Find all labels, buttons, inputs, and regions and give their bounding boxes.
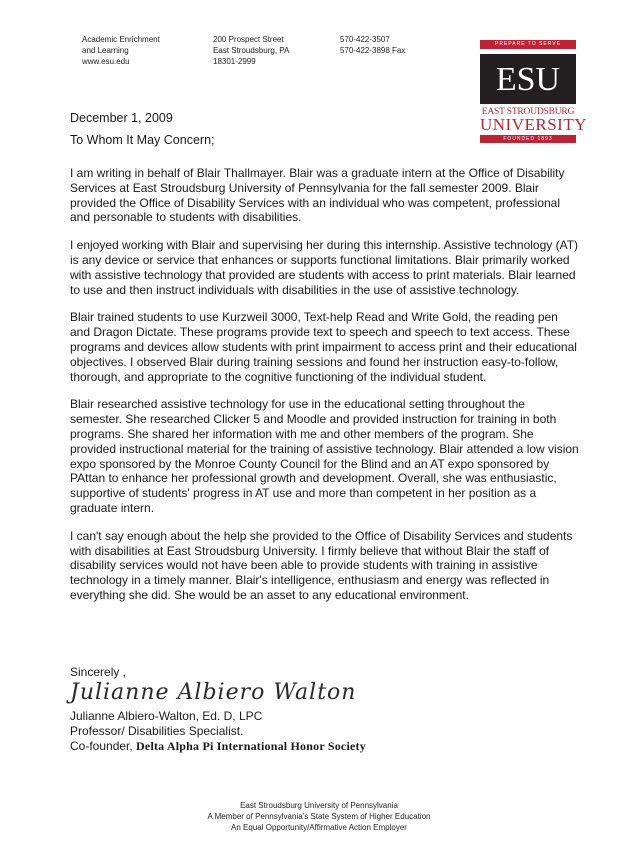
footer-line: East Stroudsburg University of Pennsylvania (240, 801, 398, 810)
logo-name-line1: EAST STROUDSBURG (481, 107, 575, 117)
paragraph: Blair researched assistive technology for use in the educational setting throughout the semester. She researched Clicker 5 and Moodle and provided instruction for training in both programs. She shared her information with me and other members of the program. She provided instructional material for the training of assistive technology. Blair attended a low vision expo sponsored by the Monroe County Council for the Blind and an AT expo sponsored by PAttan to enhance her professional growth and development. Overall, she was enthusiastic, supportive of students' progress in AT use and more than competent in her position as a graduate intern. (70, 397, 579, 515)
letterhead-phone (340, 34, 405, 56)
salutation: To Whom It May Concern; (70, 133, 215, 147)
address-line: East Stroudsburg, PA (213, 46, 290, 55)
footer (0, 800, 638, 833)
paragraph: I am writing in behalf of Blair Thallmayer. Blair was a graduate intern at the Office of Disability Services at East Stroudsburg University of Pennsylvania for the fall semester 2009. Blair provided the Office of Disability Services with an individual who was competent, professional and personable to students with disabilities. (70, 166, 565, 225)
footer-line: An Equal Opportunity/Affirmative Action Employer (231, 823, 407, 832)
paragraph: Blair trained students to use Kurzweil 3000, Text-help Read and Write Gold, the reading pen and Dragon Dictate. These programs provide text to speech and speech to text access. These programs and devices allow students with print impairment to access print and their educational objectives. I observed Blair during training sessions and found her instruction easy-to-follow, thorough, and appropriate to the cognitive functioning of the individual student. (70, 310, 577, 384)
logo-initials: ESU (495, 61, 561, 98)
letter-body (70, 166, 580, 616)
logo-mark (480, 54, 576, 104)
footer-line: A Member of Pennsylvania's State System of Higher Education (207, 812, 431, 821)
society-name: Delta Alpha Pi International Honor Society (136, 739, 366, 753)
letterhead-department (82, 34, 160, 67)
logo-tagline: PREPARE TO SERVE (480, 40, 576, 49)
signer-title: Professor/ Disabilities Specialist. (70, 724, 244, 738)
logo-founded: FOUNDED 1893 (480, 135, 576, 143)
cofounder-prefix: Co-founder, (70, 739, 137, 753)
paragraph: I enjoyed working with Blair and supervising her during this internship. Assistive technology (AT) is any device or service that enhances or supports functional limitations. Blair primarily worked with assistive technology that provided are students with access to print materials. Blair learned to use and then instruct individuals with disabilities in the use of assistive technology. (70, 238, 579, 297)
fax-number: 570-422-3898 Fax (340, 46, 406, 55)
paragraph: I can't say enough about the help she provided to the Office of Disability Services and students with disabilities at East Stroudsburg University. I firmly believe that without Blair the staff of disability services would not have been able to provide students with training in assistive technology in a timely manner. Blair's intelligence, enthusiasm and energy was reflected in everything she did. She would be an asset to any educational environment. (70, 528, 573, 602)
letter-date: December 1, 2009 (70, 111, 173, 125)
phone-number: 570-422-3507 (340, 35, 390, 44)
website-text: www.esu.edu (82, 57, 130, 66)
university-logo (480, 40, 587, 166)
address-line: 18301-2999 (213, 57, 256, 66)
handwritten-signature: Julianne Albiero Walton (70, 680, 357, 705)
letterhead-address (213, 34, 289, 67)
department-line: and Learning (82, 46, 129, 55)
signer-affiliation (70, 739, 366, 754)
closing: Sincerely , (70, 665, 127, 679)
address-line: 200 Prospect Street (213, 35, 284, 44)
signer-name: Julianne Albiero-Walton, Ed. D, LPC (70, 709, 263, 723)
signer-block (70, 709, 366, 754)
logo-name-line2: UNIVERSITY (480, 115, 587, 134)
department-line: Academic Enrichment (82, 35, 160, 44)
